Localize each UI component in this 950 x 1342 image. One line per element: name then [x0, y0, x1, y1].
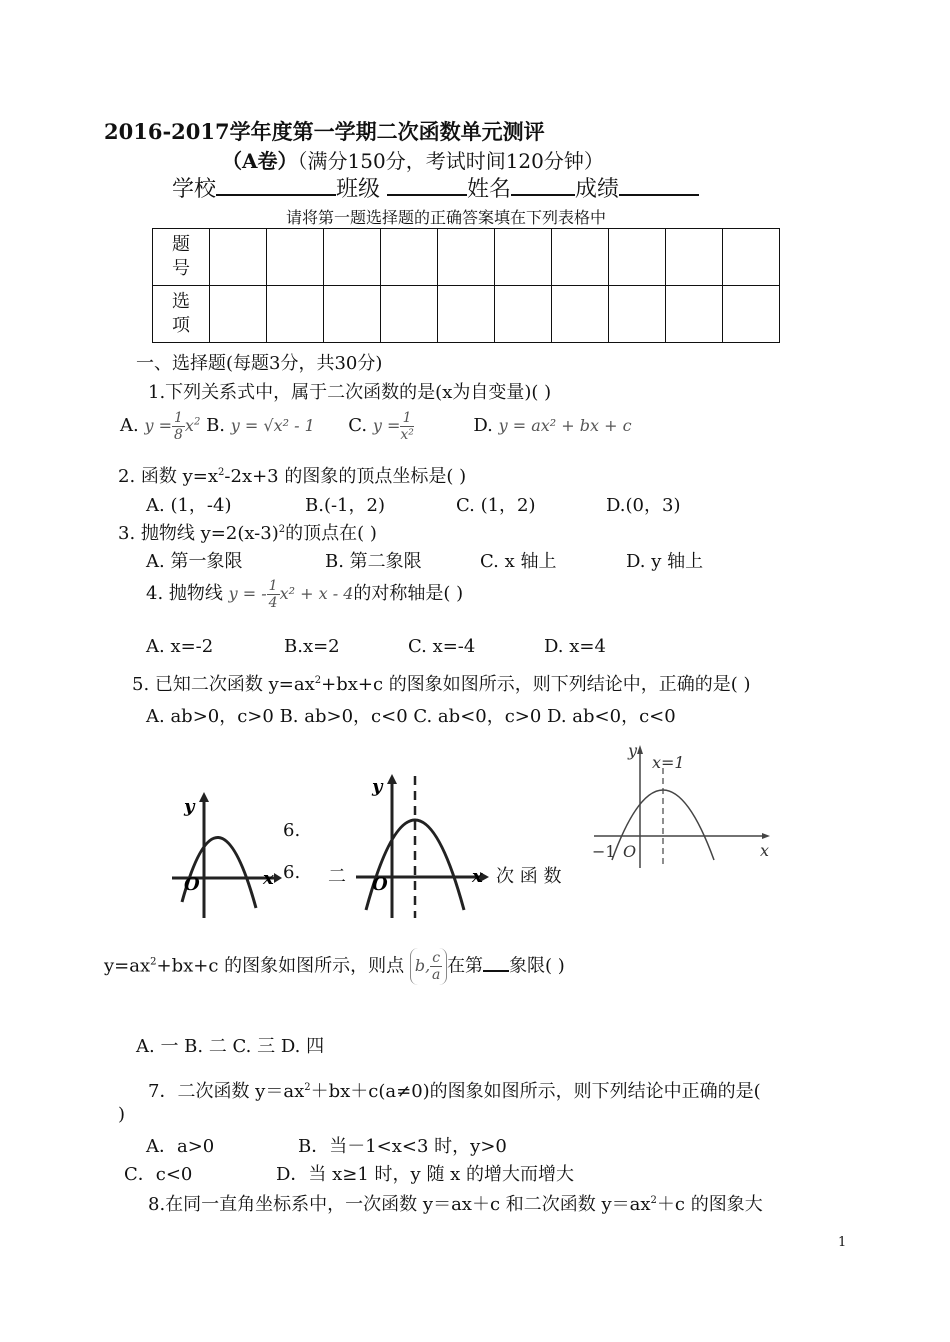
q5-stem	[132, 670, 751, 696]
answer-cell[interactable]	[609, 286, 666, 343]
answer-cell[interactable]	[609, 229, 666, 286]
q6-point-expr	[410, 948, 447, 985]
y-axis-arrow	[199, 792, 209, 802]
q6-label-1: 6.	[283, 820, 301, 841]
answer-cell[interactable]	[438, 286, 495, 343]
origin-label: O	[184, 874, 200, 895]
stem-part: 7．二次函数 y＝ax	[148, 1081, 305, 1102]
stem-part: 象限( )	[509, 955, 565, 977]
table-note: 请将第一题选择题的正确答案填在下列表格中	[286, 208, 607, 227]
symmetry-axis-label: x=1	[652, 753, 685, 772]
q1-option-c-expr	[372, 410, 414, 443]
fraction	[267, 578, 280, 611]
name-blank[interactable]	[511, 174, 575, 196]
expr-part: b,	[414, 956, 431, 975]
class-label: 班级	[336, 177, 381, 202]
stem-part: 2. 函数 y=x	[118, 466, 219, 487]
stem-part: 5. 已知二次函数 y=ax	[132, 674, 315, 695]
name-label: 姓名	[467, 177, 512, 202]
subtitle-info: （满分150分，考试时间120分钟）	[297, 149, 604, 173]
student-info-line	[172, 172, 699, 203]
q1-option-a-expr	[144, 410, 201, 443]
graph-q7	[590, 740, 780, 870]
row-label-char: 项	[172, 315, 190, 336]
q1-option-b-label: B.	[206, 415, 226, 436]
stem-part: 3. 抛物线 y=2(x-3)	[118, 523, 279, 544]
stem-part: y=ax	[104, 955, 151, 977]
school-label: 学校	[172, 177, 217, 202]
superscript: 2	[278, 524, 286, 535]
q7-option-b: B．当－1<x<3 时，y>0	[298, 1136, 507, 1157]
q8-stem	[148, 1190, 763, 1216]
q1-option-b-expr: y = √x² - 1	[230, 416, 315, 435]
row-label-char: 选	[172, 291, 190, 312]
answer-cell[interactable]	[723, 286, 780, 343]
q1-option-d-expr: y = ax² + bx + c	[498, 416, 632, 435]
q4-option-b: B.x=2	[284, 636, 340, 657]
q5-options: A. ab>0，c>0 B. ab>0，c<0 C. ab<0，c>0 D. ab<0，c<0	[146, 706, 676, 727]
q6-quadrant-blank[interactable]	[483, 954, 509, 972]
fraction-num: 1	[400, 410, 414, 427]
x-axis-arrow	[762, 833, 770, 839]
stem-part: ＋bx＋c(a≠0)的图象如图所示，则下列结论中正确的是(	[310, 1081, 761, 1102]
q4-option-d: D. x=4	[544, 636, 606, 657]
q3-option-c: C. x 轴上	[480, 551, 557, 572]
q2-option-c: C. (1，2)	[456, 495, 536, 516]
answer-cell[interactable]	[723, 229, 780, 286]
x-label: x	[760, 841, 770, 860]
fraction-den: a	[431, 967, 441, 983]
row-label-choice	[153, 286, 210, 343]
fraction	[172, 410, 185, 443]
superscript: 2	[314, 675, 322, 686]
answer-cell[interactable]	[267, 286, 324, 343]
x-label: x	[263, 868, 274, 889]
q6-options: A. 一 B. 二 C. 三 D. 四	[136, 1036, 325, 1057]
superscript: 2	[650, 1195, 657, 1206]
stem-part: +bx+c 的图象如图所示，则点	[156, 955, 405, 977]
stem-part: -2x+3 的图象的顶点坐标是( )	[224, 466, 467, 487]
page-title: 2016-2017学年度第一学期二次函数单元测评	[104, 119, 545, 144]
q2-stem	[118, 462, 466, 488]
q3-option-d: D. y 轴上	[626, 551, 704, 572]
fraction	[400, 410, 414, 443]
q2-option-d: D.(0，3)	[606, 495, 681, 516]
answer-cell[interactable]	[495, 286, 552, 343]
q1-option-d-label: D.	[473, 415, 493, 436]
stem-part: 在第	[447, 955, 484, 977]
q7-stem	[148, 1077, 761, 1103]
row-label-char: 号	[172, 258, 190, 279]
stem-part: 8.在同一直角坐标系中，一次函数 y＝ax＋c 和二次函数 y＝ax	[148, 1194, 651, 1215]
answer-cell[interactable]	[210, 286, 267, 343]
class-blank[interactable]	[387, 174, 467, 196]
answer-cell[interactable]	[267, 229, 324, 286]
q6-label-2: 6.	[283, 862, 301, 883]
superscript: 2	[150, 956, 157, 968]
q1-option-a-label: A.	[120, 415, 139, 436]
q7-stem-wrap: )	[118, 1104, 126, 1125]
section-heading: 一、选择题(每题3分，共30分)	[136, 353, 383, 374]
q7-option-d: D．当 x≥1 时，y 随 x 的增大而增大	[276, 1164, 575, 1185]
stem-part: 4. 抛物线	[146, 583, 223, 604]
q4-expr	[228, 578, 354, 611]
graph-q6	[352, 770, 492, 920]
page-number: 1	[838, 1235, 847, 1250]
fraction-den: 8	[174, 427, 183, 443]
q6-text-ci: 次 函 数	[496, 866, 562, 887]
answer-cell[interactable]	[381, 286, 438, 343]
stem-part: 的顶点在( )	[285, 523, 377, 544]
fraction-num: c	[432, 950, 441, 966]
origin-label: O	[623, 842, 637, 861]
y-axis-arrow	[637, 745, 643, 754]
fraction-num: 1	[268, 578, 278, 594]
answer-cell[interactable]	[324, 286, 381, 343]
answer-cell[interactable]	[381, 229, 438, 286]
score-blank[interactable]	[619, 174, 699, 196]
table-row-choice	[153, 286, 780, 343]
graph-q5	[168, 790, 283, 920]
score-label: 成绩	[575, 177, 620, 202]
q4-option-a: A. x=-2	[146, 636, 214, 657]
q2-option-a: A. (1，-4)	[146, 495, 232, 516]
origin-label: O	[372, 874, 388, 895]
table-row-question-number	[153, 229, 780, 286]
x-axis-arrow	[274, 873, 282, 883]
q1-stem: 1.下列关系式中，属于二次函数的是(x为自变量)( )	[148, 382, 552, 403]
subtitle	[222, 145, 604, 174]
q3-stem	[118, 519, 377, 545]
expr-part: y = -	[228, 584, 267, 603]
row-label-question	[153, 229, 210, 286]
q3-option-a: A. 第一象限	[146, 551, 243, 572]
answer-cell[interactable]	[552, 286, 609, 343]
superscript: 2	[193, 416, 201, 428]
stem-part: 的对称轴是( )	[353, 583, 464, 604]
fraction-den: x²	[400, 427, 414, 443]
subtitle-paper-a: （A卷）	[222, 149, 298, 173]
superscript: 2	[218, 467, 225, 478]
expr-part: x	[184, 416, 194, 435]
minus-one-label: −1	[592, 842, 616, 861]
superscript: 2	[304, 1082, 311, 1093]
expr-part: y =	[144, 416, 172, 435]
expr-part: y =	[372, 416, 401, 435]
fraction-den: 4	[268, 595, 278, 611]
answer-table	[152, 228, 780, 343]
stem-part: ＋c 的图象大	[656, 1194, 763, 1215]
school-blank[interactable]	[216, 174, 336, 196]
fraction	[430, 950, 442, 983]
q6-stem	[104, 948, 565, 985]
row-label-char: 题	[172, 234, 190, 255]
q1-option-c-label: C.	[348, 415, 368, 436]
answer-cell[interactable]	[210, 229, 267, 286]
expr-part: x² + x - 4	[279, 584, 354, 603]
q4-option-c: C. x=-4	[408, 636, 476, 657]
q7-option-a: A．a>0	[146, 1136, 215, 1157]
answer-cell[interactable]	[666, 229, 723, 286]
q7-option-c: C．c<0	[124, 1164, 193, 1185]
q1-options	[120, 410, 632, 443]
x-label: x	[472, 866, 483, 887]
y-label: y	[184, 796, 195, 817]
answer-cell[interactable]	[438, 229, 495, 286]
y-axis-arrow	[387, 774, 397, 784]
y-label: y	[628, 741, 638, 760]
stem-part: +bx+c 的图象如图所示，则下列结论中，正确的是( )	[321, 674, 751, 695]
y-label: y	[372, 776, 383, 797]
fraction-num: 1	[174, 410, 183, 426]
q4-stem	[146, 578, 463, 611]
q3-option-b: B. 第二象限	[325, 551, 422, 572]
answer-cell[interactable]	[552, 229, 609, 286]
answer-cell[interactable]	[666, 286, 723, 343]
answer-cell[interactable]	[324, 229, 381, 286]
q6-text-er: 二	[328, 866, 346, 887]
answer-cell[interactable]	[495, 229, 552, 286]
parabola-curve	[182, 837, 256, 908]
q2-option-b: B.(-1，2)	[305, 495, 385, 516]
